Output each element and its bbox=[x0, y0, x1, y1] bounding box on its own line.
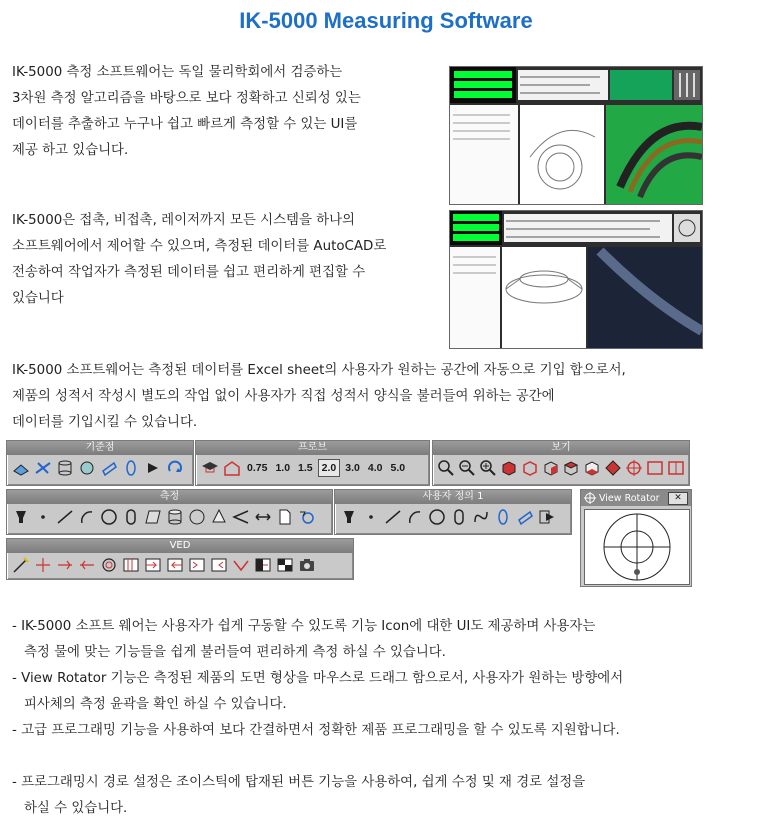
toolbar-measure bbox=[6, 489, 333, 535]
text-line: 데이터를 추출하고 누구나 쉽고 빠르게 측정할 수 있는 UI를 bbox=[12, 117, 358, 132]
view-rotator-title: View Rotator bbox=[599, 492, 660, 504]
intro-paragraph-3 bbox=[12, 358, 626, 436]
text-line: 제공 하고 있습니다. bbox=[12, 143, 129, 158]
line-icon[interactable] bbox=[55, 507, 75, 527]
toolbar-datum bbox=[6, 440, 194, 486]
crosshair-icon bbox=[584, 492, 596, 504]
text-line: 소프트웨어에서 제어할 수 있으며, 측정된 데이터를 AutoCAD로 bbox=[12, 239, 387, 254]
list-item: - View Rotator 기능은 측정된 제품의 도면 형상을 마우스로 드래그 함으로서, 사용자가 원하는 방향에서 bbox=[12, 671, 624, 686]
edge-left-icon[interactable] bbox=[77, 555, 97, 575]
cone-icon[interactable] bbox=[209, 507, 229, 527]
curve-icon[interactable] bbox=[471, 507, 491, 527]
probe-tip-icon[interactable] bbox=[11, 507, 31, 527]
sphere-origin-icon[interactable] bbox=[77, 458, 97, 478]
cylinder-icon[interactable] bbox=[165, 507, 185, 527]
toolbar-title: 프로브 bbox=[196, 441, 429, 455]
contrast-edge-icon[interactable] bbox=[253, 555, 273, 575]
edge-right-icon[interactable] bbox=[55, 555, 75, 575]
list-item-continuation: 피사체의 측정 윤곽을 확인 하실 수 있습니다. bbox=[24, 697, 287, 712]
ellipse-icon[interactable] bbox=[121, 458, 141, 478]
view-rotator-header bbox=[581, 490, 691, 506]
toolbar-view bbox=[432, 440, 690, 486]
probe-size-option[interactable]: 3.0 bbox=[345, 462, 360, 474]
text-line: 있습니다 bbox=[12, 291, 64, 306]
probe-size-option[interactable]: 1.0 bbox=[275, 462, 291, 474]
rotate-plane-icon[interactable] bbox=[99, 458, 119, 478]
sphere-icon[interactable] bbox=[187, 507, 207, 527]
list-item: - 고급 프로그래밍 기능을 사용하여 보다 간결하면서 정확한 제품 프로그래밍을 할 수 있도록 지원합니다. bbox=[12, 723, 620, 738]
text-line: 전송하여 작업자가 측정된 데이터를 쉽고 편리하게 편집할 수 bbox=[12, 265, 366, 280]
circle-icon[interactable] bbox=[427, 507, 447, 527]
spacer bbox=[12, 744, 623, 770]
diamond-view-icon[interactable] bbox=[604, 458, 623, 478]
edge-box-2-icon[interactable] bbox=[143, 555, 163, 575]
text-line: IK-5000 측정 소프트웨어는 독일 물리학회에서 검증하는 bbox=[12, 65, 343, 80]
probe-calibrate-icon[interactable] bbox=[222, 458, 242, 478]
circle-icon[interactable] bbox=[99, 507, 119, 527]
page-title: IK-5000 Measuring Software bbox=[239, 8, 533, 33]
datum-plane-icon[interactable] bbox=[11, 458, 31, 478]
edge-box-5-icon[interactable] bbox=[209, 555, 229, 575]
toolbar-probe bbox=[195, 440, 430, 486]
crosshair-point-icon[interactable] bbox=[33, 555, 53, 575]
zoom-window-icon[interactable] bbox=[437, 458, 456, 478]
feature-list bbox=[12, 614, 623, 822]
view-rotator-panel bbox=[580, 489, 692, 587]
zoom-out-icon[interactable] bbox=[458, 458, 477, 478]
text-line: 데이터를 기입시킬 수 있습니다. bbox=[12, 415, 198, 430]
recall-icon[interactable] bbox=[297, 507, 317, 527]
toolbar-title: 기준점 bbox=[7, 441, 193, 455]
point-icon[interactable] bbox=[33, 507, 53, 527]
view-front-icon[interactable] bbox=[520, 458, 539, 478]
rotator-dial[interactable] bbox=[584, 509, 690, 585]
ellipse-icon[interactable] bbox=[493, 507, 513, 527]
toolbar-title: 사용자 정의 1 bbox=[335, 490, 571, 504]
chevron-down-icon[interactable] bbox=[231, 555, 251, 575]
probe-size-option[interactable]: 5.0 bbox=[390, 462, 406, 474]
camera-icon[interactable] bbox=[297, 555, 317, 575]
view-bottom-icon[interactable] bbox=[583, 458, 602, 478]
probe-size-option[interactable]: 0.75 bbox=[247, 462, 268, 474]
arc-icon[interactable] bbox=[405, 507, 425, 527]
text-line: 제품의 성적서 작성시 별도의 작업 없이 사용자가 직접 성적서 양식을 불러들여 위하는 공간에 bbox=[12, 389, 555, 404]
software-screenshot-1 bbox=[449, 66, 703, 205]
edge-box-3-icon[interactable] bbox=[165, 555, 185, 575]
split-viewport-icon[interactable] bbox=[666, 458, 685, 478]
view-side-icon[interactable] bbox=[541, 458, 560, 478]
view-top-icon[interactable] bbox=[562, 458, 581, 478]
checker-edge-icon[interactable] bbox=[275, 555, 295, 575]
list-item-continuation: 측정 물에 맞는 기능들을 쉽게 불러들여 편리하게 측정 하실 수 있습니다. bbox=[24, 645, 446, 660]
edge-box-1-icon[interactable] bbox=[121, 555, 141, 575]
slot-icon[interactable] bbox=[121, 507, 141, 527]
target-view-icon[interactable] bbox=[624, 458, 643, 478]
text-line: 3차원 측정 알고리즘을 바탕으로 보다 정확하고 신뢰성 있는 bbox=[12, 91, 361, 106]
angle-icon[interactable] bbox=[231, 507, 251, 527]
view-iso-icon[interactable] bbox=[499, 458, 518, 478]
probe-size-option[interactable]: 1.5 bbox=[298, 462, 313, 474]
line-icon[interactable] bbox=[383, 507, 403, 527]
edge-probe-icon[interactable] bbox=[11, 555, 31, 575]
probe-tip-icon[interactable] bbox=[339, 507, 359, 527]
toolbar-ved bbox=[6, 538, 354, 580]
rotate-plane-icon[interactable] bbox=[515, 507, 535, 527]
intro-paragraph-1 bbox=[12, 60, 361, 164]
close-button[interactable]: ✕ bbox=[668, 492, 688, 505]
vector-icon[interactable] bbox=[143, 458, 163, 478]
distance-icon[interactable] bbox=[253, 507, 273, 527]
plane-icon[interactable] bbox=[143, 507, 163, 527]
intro-paragraph-2 bbox=[12, 208, 386, 312]
software-screenshot-2 bbox=[449, 210, 703, 349]
align-icon[interactable] bbox=[33, 458, 53, 478]
probe-size-option[interactable]: 4.0 bbox=[367, 462, 383, 474]
list-item: - 프로그래밍시 경로 설정은 조이스틱에 탑재된 버튼 기능을 사용하여, 쉽게 수정 및 재 경로 설정을 bbox=[12, 775, 586, 790]
single-viewport-icon[interactable] bbox=[645, 458, 664, 478]
cylinder-axis-icon[interactable] bbox=[55, 458, 75, 478]
point-icon[interactable] bbox=[361, 507, 381, 527]
toolbar-title: VED bbox=[7, 539, 353, 553]
export-icon[interactable] bbox=[537, 507, 557, 527]
list-item-continuation: 하실 수 있습니다. bbox=[24, 801, 128, 816]
probe-cap-icon[interactable] bbox=[200, 458, 220, 478]
report-icon[interactable] bbox=[275, 507, 295, 527]
zoom-in-icon[interactable] bbox=[479, 458, 498, 478]
slot-icon[interactable] bbox=[449, 507, 469, 527]
toolbar-title: 측정 bbox=[7, 490, 332, 504]
circle-edge-icon[interactable] bbox=[99, 555, 119, 575]
probe-size-option-selected[interactable]: 2.0 bbox=[318, 459, 341, 477]
rotate-icon[interactable] bbox=[165, 458, 185, 478]
list-item: - IK-5000 소프트 웨어는 사용자가 쉽게 구동할 수 있도록 기능 Icon에 대한 UI도 제공하며 사용자는 bbox=[12, 619, 596, 634]
toolbar-user-defined bbox=[334, 489, 572, 535]
toolbar-title: 보기 bbox=[433, 441, 689, 455]
text-line: IK-5000은 접촉, 비접촉, 레이저까지 모든 시스템을 하나의 bbox=[12, 213, 355, 228]
arc-icon[interactable] bbox=[77, 507, 97, 527]
text-line: IK-5000 소프트웨어는 측정된 데이터를 Excel sheet의 사용자가 원하는 공간에 자동으로 기입 합으로서, bbox=[12, 363, 626, 378]
edge-box-4-icon[interactable] bbox=[187, 555, 207, 575]
